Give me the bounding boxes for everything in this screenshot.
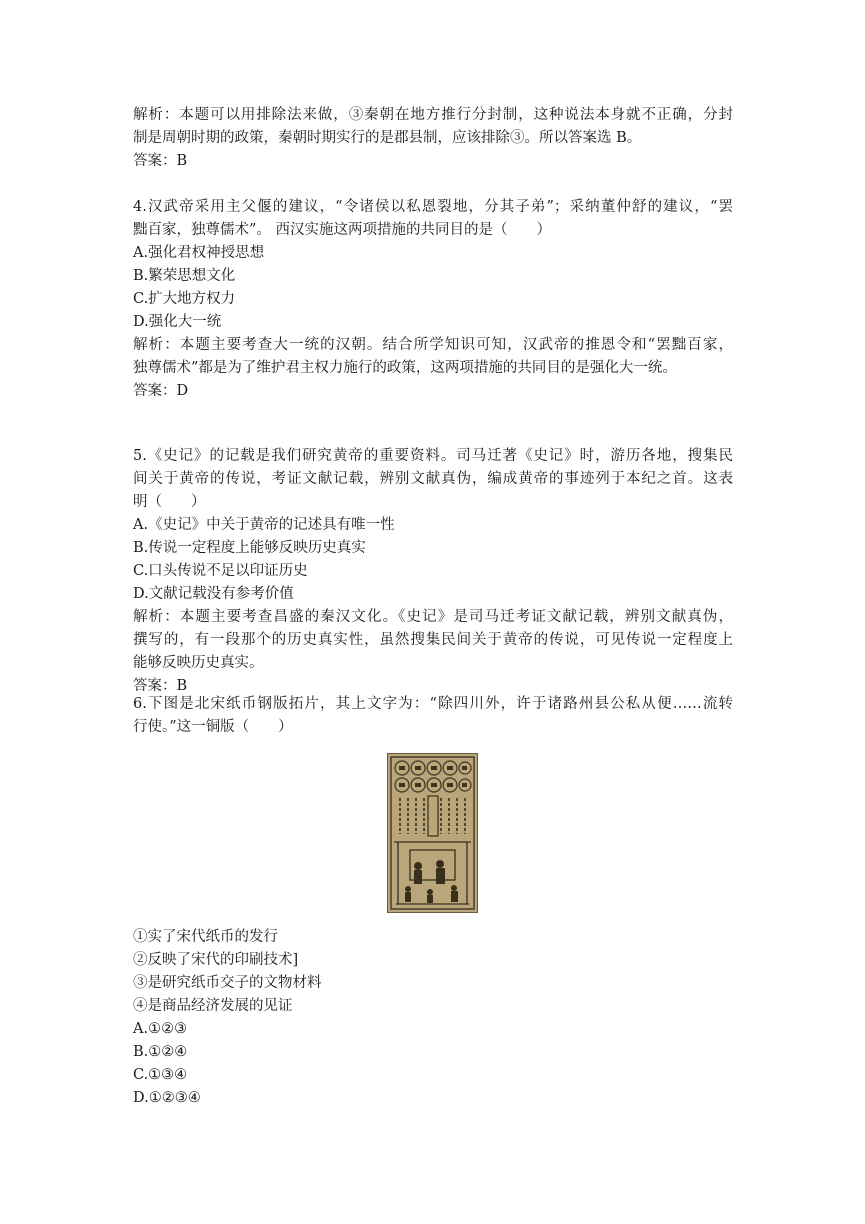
- analysis-line: 制是周朝时期的政策，秦朝时期实行的是郡县制，应该排除③。所以答案选 B。: [133, 130, 642, 146]
- question-stem-line: 间关于黄帝的传说，考证文献记载，辨别文献真伪，编成黄帝的事迹列于本纪之首。这表: [133, 471, 733, 487]
- statement-1: ①实了宋代纸币的发行: [133, 929, 278, 945]
- banknote-plate-rubbing-image: [387, 753, 478, 913]
- question-5: [133, 445, 733, 698]
- option-c: C.①③④: [133, 1067, 188, 1083]
- question-4: [133, 196, 733, 403]
- analysis-line: 解析：本题主要考查大一统的汉朝。结合所学知识可知，汉武帝的推恩令和“罢黜百家，: [133, 337, 733, 353]
- option-c: C.扩大地方权力: [133, 291, 236, 307]
- question-stem-line: 行使。”这一铜版（ ）: [133, 719, 293, 735]
- question-stem-line: 6.下图是北宋纸币钢版拓片，其上文字为：“除四川外，许于诸路州县公私从便……流转: [133, 696, 733, 712]
- question-stem-line: 4.汉武帝采用主父偃的建议，“令诸侯以私恩裂地，分其子弟”；采纳董仲舒的建议，“罢: [133, 199, 733, 215]
- statement-3: ③是研究纸币交子的文物材料: [133, 975, 322, 991]
- question-6: [133, 693, 733, 739]
- question-6-statements: [133, 926, 733, 1110]
- analysis-line: 撰写的，有一段那个的历史真实性，虽然搜集民间关于黄帝的传说，可见传说一定程度上: [133, 632, 733, 648]
- statement-4: ④是商品经济发展的见证: [133, 998, 293, 1014]
- statement-2: ②反映了宋代的印刷技术]: [133, 952, 299, 968]
- option-b: B.繁荣思想文化: [133, 268, 236, 284]
- question-stem-line: 明（ ）: [133, 494, 206, 510]
- answer-line: 答案：D: [133, 383, 189, 399]
- analysis-line: 解析：本题主要考查昌盛的秦汉文化。《史记》是司马迁考证文献记载，辨别文献真伪，: [133, 609, 733, 625]
- analysis-line: 解析：本题可以用排除法来做，③秦朝在地方推行分封制，这种说法本身就不正确，分封: [133, 107, 733, 123]
- answer-line: 答案：B: [133, 153, 188, 169]
- option-d: D.①②③④: [133, 1090, 201, 1106]
- question-stem-line: 黜百家，独尊儒术”。 西汉实施这两项措施的共同目的是（ ）: [133, 222, 552, 238]
- option-c: C.口头传说不足以印证历史: [133, 563, 308, 579]
- question-stem-line: 5.《史记》的记载是我们研究黄帝的重要资料。司马迁著《史记》时，游历各地，搜集民: [133, 448, 733, 464]
- option-a: A.《史记》中关于黄帝的记述具有唯一性: [133, 517, 395, 533]
- answer-line: 答案：B: [133, 678, 188, 694]
- option-b: B.①②④: [133, 1044, 188, 1060]
- option-d: D.文献记载没有参考价值: [133, 586, 294, 602]
- option-d: D.强化大一统: [133, 314, 222, 330]
- option-a: A.①②③: [133, 1021, 188, 1037]
- analysis-line: 能够反映历史真实。: [133, 655, 264, 671]
- q3-analysis: [133, 104, 733, 173]
- option-b: B.传说一定程度上能够反映历史真实: [133, 540, 366, 556]
- option-a: A.强化君权神授思想: [133, 245, 265, 261]
- analysis-line: 独尊儒术”都是为了维护君主权力施行的政策，这两项措施的共同目的是强化大一统。: [133, 360, 677, 376]
